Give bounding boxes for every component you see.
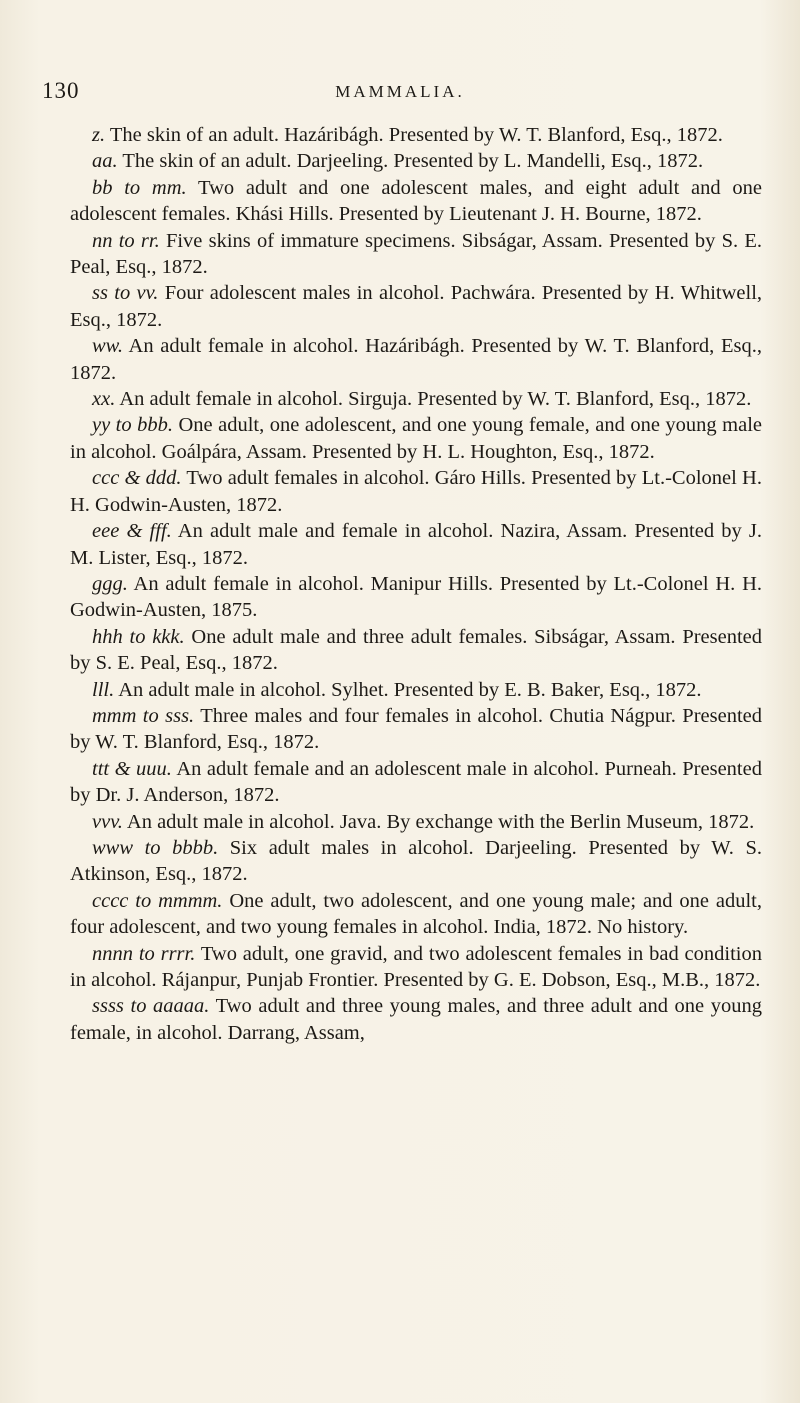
specimen-description: Two adult, one gravid, and two adolescent females in bad condition in alcohol. Rájanpur, Punjab Frontier. Presented by G. E. Dobson, Esq., M.B., 1872. — [70, 942, 762, 991]
specimen-description: An adult male in alcohol. Sylhet. Presented by E. B. Baker, Esq., 1872. — [118, 678, 702, 701]
specimen-label: yy to bbb. — [92, 414, 173, 437]
specimen-entry — [70, 835, 762, 888]
specimen-entry — [70, 703, 762, 756]
specimen-description: Three males and four females in alcohol. Chutia Nágpur. Presented by W. T. Blanford, Esq., 1872. — [70, 704, 762, 754]
specimen-description: One adult male and three adult females. Sibságar, Assam. Presented by S. E. Peal, Esq., 1872. — [70, 625, 763, 675]
specimen-label: cccc to mmmm. — [92, 889, 223, 912]
specimen-entry — [70, 122, 762, 148]
specimen-description: Two adult females in alcohol. Gáro Hills. Presented by Lt.-Colonel H. H. Godwin-Austen, 1872. — [70, 467, 762, 516]
specimen-label: ssss to aaaaa. — [92, 995, 210, 1018]
specimen-entry — [70, 333, 762, 386]
specimen-description: An adult female and an adolescent male in alcohol. Purneah. Presented by Dr. J. Anderson, 1872. — [70, 757, 762, 807]
specimen-entry — [70, 148, 762, 174]
specimen-description: An adult male in alcohol. Java. By exchange with the Berlin Museum, 1872. — [126, 810, 755, 833]
specimen-entry — [70, 993, 762, 1046]
specimen-label: nnnn to rrrr. — [92, 942, 196, 965]
specimen-entry — [70, 465, 762, 518]
specimen-description: One adult, two adolescent, and one young male; and one adult, four adolescent, and two young females in alcohol. India, 1872. No history. — [70, 889, 763, 939]
specimen-entry — [70, 941, 762, 994]
specimen-label: ccc & ddd. — [92, 467, 182, 490]
specimen-description: The skin of an adult. Hazáribágh. Presented by W. T. Blanford, Esq., 1872. — [109, 124, 723, 146]
specimen-label: ttt & uuu. — [92, 757, 172, 780]
specimen-description: The skin of an adult. Darjeeling. Presented by L. Mandelli, Esq., 1872. — [122, 150, 704, 173]
specimen-entry — [70, 809, 762, 835]
specimen-description: Four adolescent males in alcohol. Pachwára. Presented by H. Whitwell, Esq., 1872. — [70, 282, 763, 331]
running-head: MAMMALIA. — [335, 82, 465, 101]
specimen-label: vvv. — [92, 810, 123, 833]
specimen-entry — [70, 518, 762, 571]
specimen-label: mmm to sss. — [92, 704, 195, 727]
specimen-label: ww. — [92, 335, 123, 358]
specimen-entry — [70, 175, 762, 228]
specimen-label: bb to mm. — [92, 176, 187, 199]
page-header — [42, 78, 758, 108]
specimen-description: An adult male and female in alcohol. Nazira, Assam. Presented by J. M. Lister, Esq., 1872. — [70, 520, 762, 569]
specimen-description: Five skins of immature specimens. Sibságar, Assam. Presented by S. E. Peal, Esq., 1872. — [70, 229, 762, 279]
specimen-entry — [70, 386, 762, 412]
specimen-label: hhh to kkk. — [92, 625, 185, 648]
specimen-label: aa. — [92, 150, 118, 173]
specimen-label: www to bbbb. — [92, 836, 219, 859]
specimen-label: ss to vv. — [92, 282, 159, 305]
specimen-entry — [70, 412, 762, 465]
specimen-label: z. — [92, 124, 106, 146]
specimen-description: An adult female in alcohol. Hazáribágh. Presented by W. T. Blanford, Esq., 1872. — [70, 335, 762, 384]
specimen-entry — [70, 677, 762, 703]
specimen-entry — [70, 280, 762, 333]
specimen-description: Two adult and one adolescent males, and eight adult and one adolescent females. Khási Hills. Presented by Lieutenant J. H. Bourne, 1872. — [70, 176, 762, 226]
specimen-entry — [70, 228, 762, 281]
specimen-description: Two adult and three young males, and three adult and one young female, in alcohol. Darrang, Assam, — [70, 995, 762, 1044]
specimen-description: Six adult males in alcohol. Darjeeling. Presented by W. S. Atkinson, Esq., 1872. — [70, 836, 762, 886]
specimen-label: lll. — [92, 678, 115, 701]
specimen-description: An adult female in alcohol. Sirguja. Presented by W. T. Blanford, Esq., 1872. — [119, 388, 752, 411]
specimen-entry — [70, 888, 762, 941]
specimen-entry — [70, 624, 762, 677]
specimen-entry — [70, 571, 762, 624]
specimen-label: xx. — [92, 388, 116, 411]
specimen-label: nn to rr. — [92, 229, 160, 252]
specimen-label: ggg. — [92, 572, 128, 595]
specimen-description: One adult, one adolescent, and one young female, and one young male in alcohol. Goálpára, Assam. Presented by H. L. Houghton, Esq., 1872. — [70, 414, 762, 463]
specimen-description: An adult female in alcohol. Manipur Hills. Presented by Lt.-Colonel H. H. Godwin-Austen, 1875. — [70, 572, 763, 622]
specimen-entry — [70, 756, 762, 809]
specimen-label: eee & fff. — [92, 520, 172, 543]
page-number: 130 — [42, 78, 80, 103]
specimen-list — [70, 122, 762, 1046]
